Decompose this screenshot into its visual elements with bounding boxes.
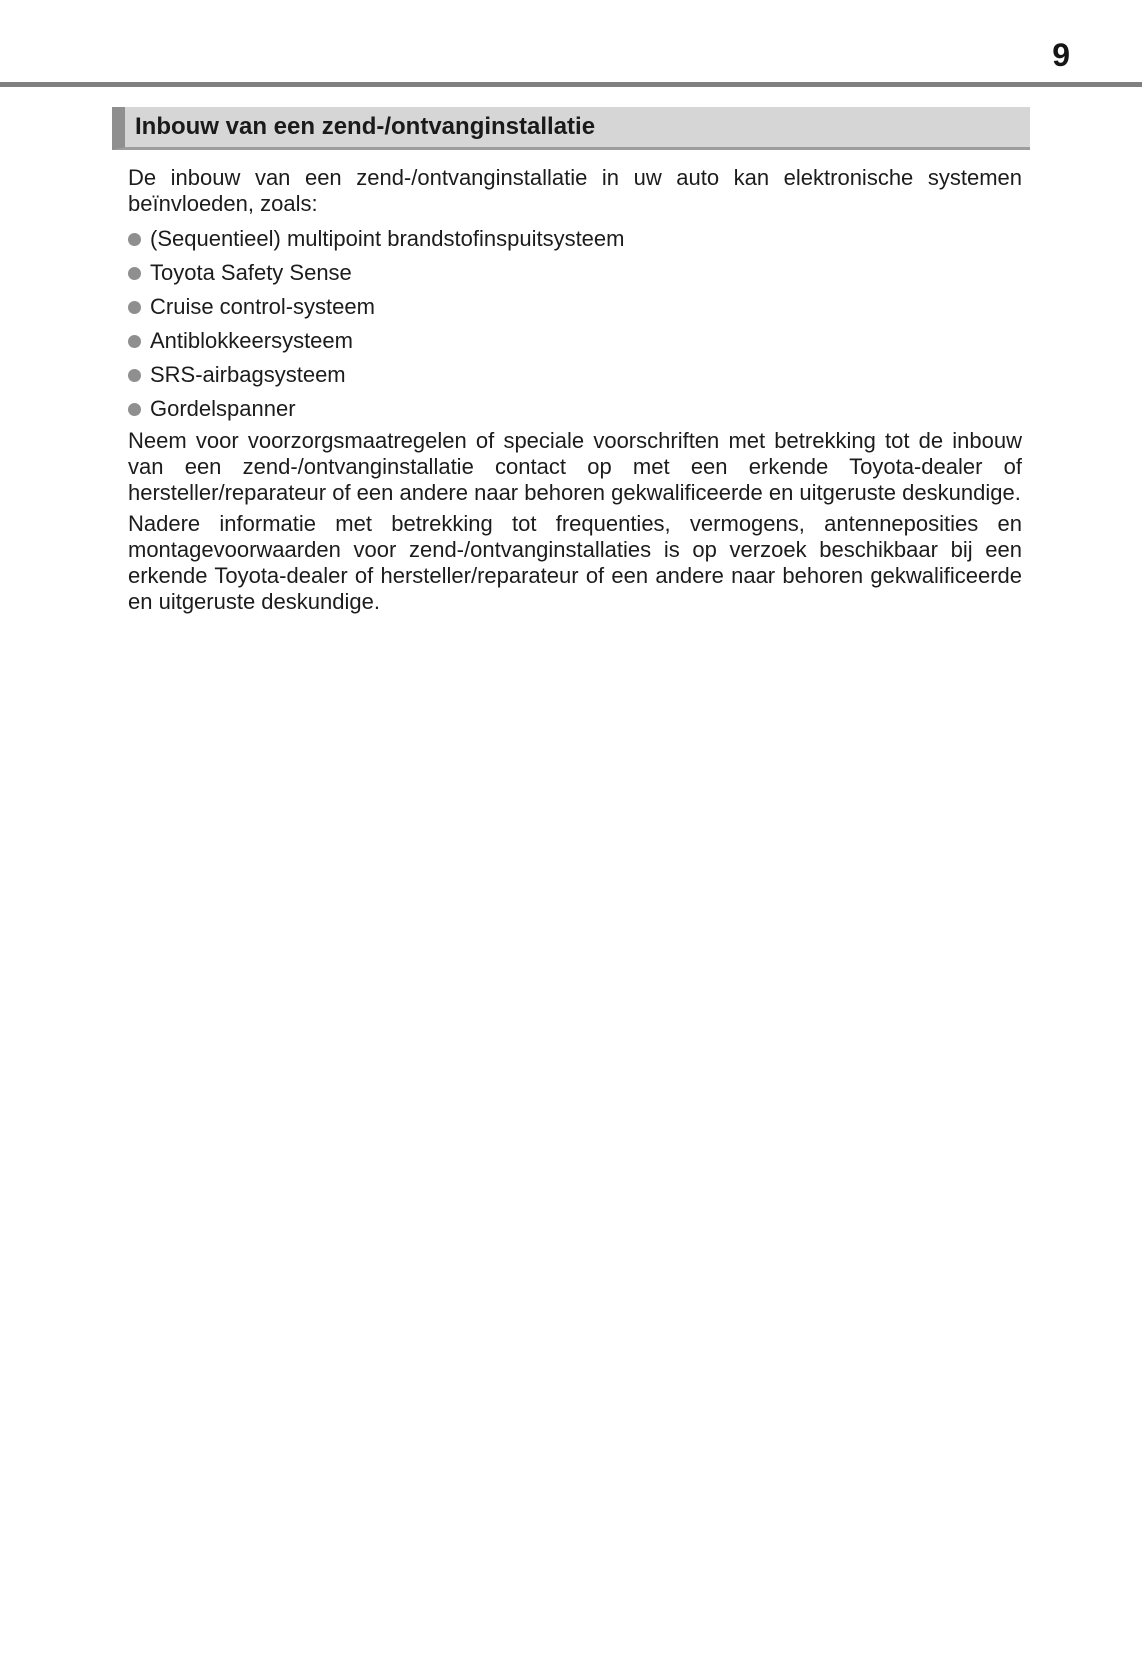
bullet-icon: [128, 403, 141, 416]
paragraph-contact-dealer: Neem voor voorzorgsmaatregelen of speciale voorschriften met betrekking tot de inbouw van een zend-/ontvanginstallatie contact op met een erkende Toyota-dealer of hersteller/reparateur of een andere naar behoren gekwalificeerde en uitgeruste deskundige.: [128, 428, 1022, 505]
section-header: [112, 107, 1030, 150]
header-divider-rule: [0, 82, 1142, 87]
list-item-label: SRS-airbagsysteem: [150, 362, 346, 387]
list-item-label: Toyota Safety Sense: [150, 260, 352, 285]
list-item-label: Gordelspanner: [150, 396, 296, 421]
list-item-label: Antiblokkeersysteem: [150, 328, 353, 353]
section-title: Inbouw van een zend-/ontvanginstallatie: [135, 113, 596, 140]
page-number: 9: [1052, 37, 1070, 73]
list-item-label: Cruise control-systeem: [150, 294, 375, 319]
affected-systems-list: [128, 226, 1022, 422]
list-item: [128, 260, 1022, 286]
section-body: [128, 165, 1022, 615]
list-item-label: (Sequentieel) multipoint brandstofinspuitsysteem: [150, 226, 625, 251]
list-item: [128, 294, 1022, 320]
list-item: [128, 396, 1022, 422]
paragraph-further-information: Nadere informatie met betrekking tot frequenties, vermogens, antenneposities en montagevoorwaarden voor zend-/ontvanginstallaties is op verzoek beschikbaar bij een erkende Toyota-dealer of hersteller/reparateur of een andere naar behoren gekwalificeerde en uitgeruste deskundige.: [128, 511, 1022, 614]
list-item: [128, 362, 1022, 388]
bullet-icon: [128, 267, 141, 280]
bullet-icon: [128, 369, 141, 382]
bullet-icon: [128, 301, 141, 314]
list-item: [128, 226, 1022, 252]
bullet-icon: [128, 335, 141, 348]
bullet-icon: [128, 233, 141, 246]
intro-paragraph: De inbouw van een zend-/ontvanginstallatie in uw auto kan elektronische systemen beïnvloeden, zoals:: [128, 165, 1022, 216]
page-content: [112, 107, 1030, 615]
list-item: [128, 328, 1022, 354]
